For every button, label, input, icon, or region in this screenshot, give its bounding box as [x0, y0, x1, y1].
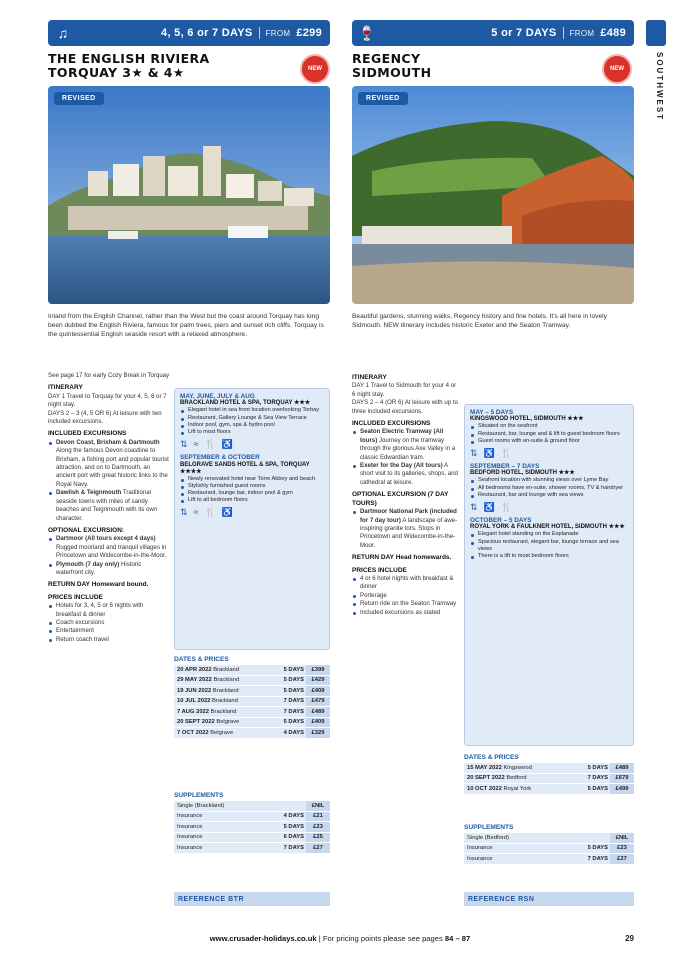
- optional-heading: OPTIONAL EXCURSION:: [48, 526, 125, 534]
- revised-tag: REVISED: [54, 92, 104, 105]
- hotel: Belgrave: [210, 729, 234, 736]
- list-item: Return ride on the Seaton Tramway: [352, 600, 458, 608]
- hotel-features: [180, 476, 324, 505]
- torquay-column: [48, 20, 330, 339]
- lift-icon: ⇅: [180, 507, 188, 518]
- hotel-features: [470, 423, 628, 445]
- included-list: [352, 428, 458, 487]
- new-badge: NEW: [300, 54, 330, 84]
- days: 5 DAYS: [587, 845, 608, 852]
- day-1: DAY 1 Travel to Sidmouth for your 4 or 6 night stay.: [352, 382, 457, 398]
- from-label: FROM: [265, 28, 291, 38]
- website-link[interactable]: www.crusader-holidays.co.uk: [209, 934, 317, 943]
- excursion-name: Dawlish & Teignmouth: [56, 489, 122, 497]
- price: £409: [306, 718, 330, 728]
- price: £23: [610, 844, 634, 854]
- date: 15 MAY 2022: [467, 764, 502, 771]
- price: £429: [306, 676, 330, 686]
- table-row: [174, 822, 330, 833]
- hotel: Kingswood: [503, 764, 532, 771]
- price: £23: [306, 822, 330, 832]
- day-1: DAY 1 Travel to Torquay for your 4, 5, 6 or 7 night stay.: [48, 392, 167, 409]
- days: 5 DAYS: [283, 719, 304, 726]
- days: 4 DAYS: [283, 729, 304, 736]
- list-item: Hotels for 3, 4, 5 or 6 nights with breakfast & dinner: [48, 602, 170, 619]
- hotel-name: BRACKLAND HOTEL & SPA, TORQUAY ★★★: [180, 400, 311, 407]
- hotel-dates: MAY, JUNE, JULY & AUG: [180, 393, 255, 400]
- days: 7 DAYS: [283, 698, 304, 705]
- list-item: [352, 462, 458, 487]
- included-heading: INCLUDED EXCURSIONS: [352, 420, 431, 428]
- table-row: [464, 763, 634, 774]
- date: 20 SEPT 2022: [177, 719, 215, 726]
- label: Single (Bedford): [467, 834, 509, 841]
- prices-include-list: [48, 602, 170, 644]
- sidmouth-column: [352, 20, 634, 330]
- list-item: Restaurant, lounge bar, indoor pool & gym: [180, 490, 324, 497]
- hotel-dates: OCTOBER – 5 DAYS: [470, 517, 532, 525]
- hotel: Brackland: [212, 687, 239, 694]
- table-row: [174, 801, 330, 812]
- table-row: [174, 665, 330, 676]
- date: 7 OCT 2022: [177, 729, 209, 736]
- list-item: Return coach travel: [48, 636, 170, 644]
- hotel: Belgrave: [216, 719, 240, 726]
- label: Insurance: [467, 855, 493, 862]
- return-day: RETURN DAY Head homewards.: [352, 554, 452, 562]
- list-item: Spacious restaurant, elegant bar, lounge terrace and sea views: [470, 539, 628, 553]
- optional-list: [352, 508, 458, 550]
- label: Insurance: [177, 834, 203, 841]
- excursion-text: Historic waterfront city.: [56, 560, 142, 576]
- hotel-features: [180, 407, 324, 436]
- price: £25: [306, 833, 330, 843]
- footer-pages: 84 – 87: [444, 934, 471, 943]
- days: 7 DAYS: [283, 844, 304, 851]
- list-item: Indoor pool, gym, spa & hydro pool: [180, 422, 324, 429]
- dining-icon: 🍴: [500, 448, 512, 459]
- price: £489: [306, 707, 330, 717]
- facility-icons: [470, 448, 628, 459]
- dining-icon: 🍴: [204, 439, 216, 450]
- sidmouth-intro: Beautiful gardens, stunning walks, Regency history and fine hotels. It's all here in lovely Sidmouth. NEW itinerary includes historic Exeter and the Seaton Tramway.: [352, 313, 607, 329]
- price: £409: [306, 686, 330, 696]
- title-line-1: REGENCY: [352, 51, 421, 66]
- date: 20 APR 2022: [177, 666, 212, 673]
- label: Single (Brackland): [177, 802, 225, 809]
- label: Insurance: [177, 813, 203, 820]
- excursion-text: Journey on the tramway through the glorious Axe Valley in a classic Edwardian tram.: [360, 436, 456, 461]
- price: £479: [306, 697, 330, 707]
- list-item: [48, 535, 170, 560]
- torquay-hotels-box: [174, 388, 330, 650]
- days: 5 DAYS: [283, 687, 304, 694]
- excursion-text: A landscape of awe-inspiring granite tors. Stops in Princetown and Widecombe-in-the-Moor.: [360, 516, 458, 549]
- table-row: [174, 843, 330, 854]
- sidmouth-days: 5 or 7 DAYS: [491, 27, 557, 39]
- title-line-2: SIDMOUTH: [352, 65, 432, 80]
- optional-heading: OPTIONAL EXCURSION (7 DAY TOURS): [352, 491, 449, 507]
- date: 29 MAY 2022: [177, 677, 212, 684]
- table-row: [174, 812, 330, 823]
- footer-text: For pricing points please see pages: [322, 934, 443, 943]
- list-item: Elegant hotel in sea front location overlooking Torbay: [180, 407, 324, 414]
- days: 5 DAYS: [587, 764, 608, 771]
- excursion-name: Seaton Electric Tramway (All tours): [360, 428, 444, 444]
- days: 4 DAYS: [283, 813, 304, 820]
- torquay-itinerary: [48, 372, 170, 644]
- hotel-dates: MAY – 5 DAYS: [470, 409, 514, 416]
- lift-icon: ⇅: [470, 448, 478, 459]
- list-item: Newly renovated hotel near Torre Abbey and beach: [180, 476, 324, 483]
- table-row: [174, 718, 330, 729]
- torquay-header-bar: [48, 20, 330, 46]
- list-item: Porterage: [352, 592, 458, 600]
- hotel-name: BEDFORD HOTEL, SIDMOUTH ★★★: [470, 470, 575, 477]
- list-item: Restaurant, bar, lounge and & lift to guest bedroom floors: [470, 431, 628, 438]
- table-row: [174, 707, 330, 718]
- hotel: Brackland: [213, 677, 240, 684]
- table-row: [174, 728, 330, 739]
- price: £NIL: [610, 833, 634, 843]
- table-row: [464, 774, 634, 785]
- facility-icons: [180, 507, 324, 518]
- hotel: Brackland: [212, 698, 238, 705]
- from-label: FROM: [569, 28, 595, 38]
- date: 10 JUL 2022: [177, 698, 211, 705]
- dates-heading: DATES & PRICES: [174, 656, 229, 663]
- torquay-from-price: £299: [296, 27, 322, 39]
- torquay-harbour-image: [48, 86, 330, 304]
- price: £399: [306, 665, 330, 675]
- price: £27: [610, 854, 634, 864]
- torquay-reference: REFERENCE BTR: [174, 892, 330, 906]
- sidmouth-supplements: [464, 824, 634, 865]
- prices-include-heading: PRICES INCLUDE: [48, 593, 103, 601]
- goblet-icon: 🍷: [358, 24, 376, 41]
- sidmouth-coast-photo: [352, 86, 634, 304]
- days: 6 DAYS: [283, 834, 304, 841]
- list-item: Seafront location with stunning views over Lyme Bay: [470, 477, 628, 484]
- list-item: Entertainment: [48, 627, 170, 635]
- table-row: [174, 697, 330, 708]
- facility-icons: [180, 439, 324, 450]
- sidmouth-title: [352, 52, 592, 80]
- hotel-features: [470, 531, 628, 560]
- sidmouth-coast-image: [352, 86, 634, 304]
- pool-icon: ≈: [193, 507, 199, 518]
- list-item: Included excursions as stated: [352, 609, 458, 617]
- table-row: [464, 844, 634, 855]
- price: £21: [306, 812, 330, 822]
- torquay-title: [48, 52, 288, 80]
- wheelchair-icon: ♿: [221, 439, 233, 450]
- list-item: Situated on the seafront: [470, 423, 628, 430]
- days-2: DAYS 2 – 3 (4, 5 OR 6) At leisure with two included excursions.: [48, 409, 162, 426]
- sidmouth-reference: REFERENCE RSN: [464, 892, 634, 906]
- itinerary-heading: ITINERARY: [352, 374, 387, 381]
- table-row: [464, 854, 634, 865]
- days: 7 DAYS: [283, 708, 304, 715]
- label: Insurance: [467, 845, 493, 852]
- list-item: Guest rooms with en-suite & ground floor: [470, 438, 628, 445]
- list-item: Stylishly furnished guest rooms: [180, 483, 324, 490]
- torquay-days: 4, 5, 6 or 7 DAYS: [161, 27, 253, 39]
- days: 5 DAYS: [587, 785, 608, 792]
- sidmouth-header-bar: [352, 20, 634, 46]
- list-item: [352, 428, 458, 462]
- list-item: [48, 489, 170, 523]
- excursion-name: Exeter for the Day (All tours): [360, 462, 443, 470]
- date: 10 OCT 2022: [467, 785, 502, 792]
- price: £489: [610, 763, 634, 773]
- included-heading: INCLUDED EXCURSIONS: [48, 430, 127, 438]
- hotel-dates: SEPTEMBER – 7 DAYS: [470, 463, 540, 471]
- hotel: Bedford: [506, 775, 527, 782]
- list-item: [352, 508, 458, 550]
- supplements-heading: SUPPLEMENTS: [174, 792, 224, 799]
- excursion-name: Dartmoor (All tours except 4 days): [56, 535, 156, 543]
- torquay-intro: Inland from the English Channel, rather than the West but the coast around Torquay has long been dubbed the English Riviera, famous for palm trees, piers and sunset rich cliffs. Torquay is the quintessential English seaside resort with a relaxed atmosphere.: [48, 313, 324, 338]
- price: £499: [610, 784, 634, 794]
- included-list: [48, 439, 170, 523]
- list-item: Lift to all bedroom floors: [180, 497, 324, 504]
- days: 5 DAYS: [283, 677, 304, 684]
- hotel-features: [470, 477, 628, 499]
- list-item: There is a lift to most bedroom floors: [470, 553, 628, 560]
- date: 7 AUG 2022: [177, 708, 210, 715]
- date: 20 SEPT 2022: [467, 775, 505, 782]
- music-note-icon: ♫: [57, 25, 69, 41]
- optional-list: [48, 535, 170, 577]
- page-footer: [0, 934, 680, 943]
- prices-include-list: [352, 575, 458, 617]
- table-row: [464, 784, 634, 795]
- pool-icon: ≈: [193, 439, 199, 450]
- footer-separator: |: [318, 934, 323, 943]
- list-item: Coach excursions: [48, 619, 170, 627]
- list-item: Lift to most floors: [180, 429, 324, 436]
- list-item: [48, 439, 170, 489]
- list-item: [48, 561, 170, 578]
- list-item: Restaurant, Gallery Lounge & Sea View Terrace: [180, 415, 324, 422]
- price: £329: [306, 728, 330, 738]
- return-day: RETURN DAY Homeward bound.: [48, 581, 149, 589]
- lift-icon: ⇅: [180, 439, 188, 450]
- revised-tag: REVISED: [358, 92, 408, 105]
- sidmouth-itinerary: [352, 370, 458, 617]
- list-item: All bedrooms have en-suite, shower rooms, TV & hairdryer: [470, 485, 628, 492]
- excursion-name: Plymouth (7 day only): [56, 560, 120, 568]
- price: £27: [306, 843, 330, 853]
- supplements-heading: SUPPLEMENTS: [464, 824, 514, 831]
- torquay-supplements: [174, 792, 330, 854]
- hotel-name: ROYAL YORK & FAULKNER HOTEL, SIDMOUTH ★★★: [470, 524, 625, 531]
- excursion-text: Rugged moorland and tranquil villages in Princetown and Widecombe-in-the-Moor.: [56, 543, 167, 560]
- table-row: [464, 833, 634, 844]
- section-label: SOUTHWEST: [655, 52, 664, 122]
- torquay-harbour-photo: [48, 86, 330, 304]
- price: £NIL: [306, 801, 330, 811]
- days: 7 DAYS: [587, 775, 608, 782]
- days: 5 DAYS: [283, 823, 304, 830]
- list-item: Restaurant, bar and lounge with sea views: [470, 492, 628, 499]
- excursion-text: Along the famous Devon coastline to Brixham, a fishing port and popular tourist attraction, and on to Dartmouth, an ancient port with great historic links to the Royal Navy.: [56, 447, 169, 488]
- divider: [259, 27, 260, 39]
- table-row: [174, 833, 330, 844]
- prices-include-heading: PRICES INCLUDE: [352, 566, 407, 574]
- section-tab: [646, 20, 666, 46]
- excursion-text: A short visit to its galleries, shops, and cathedral at leisure.: [360, 462, 458, 486]
- sidmouth-hotels-box: [464, 404, 634, 746]
- lift-icon: ⇅: [470, 502, 478, 513]
- hotel-name: KINGSWOOD HOTEL, SIDMOUTH ★★★: [470, 416, 584, 423]
- torquay-dates-table: [174, 656, 330, 739]
- page-number: 29: [625, 934, 634, 943]
- dates-heading: DATES & PRICES: [464, 754, 519, 761]
- dining-icon: 🍴: [204, 507, 216, 518]
- excursion-name: Dartmoor National Park (included for 7 day tour): [360, 508, 457, 524]
- days: 5 DAYS: [283, 666, 304, 673]
- days-2: DAYS 2 – 4 (OR 6) At leisure with up to three included excursions.: [352, 399, 458, 415]
- wheelchair-icon: ♿: [483, 502, 495, 513]
- hotel: Royal York: [503, 785, 532, 792]
- hotel-dates: SEPTEMBER & OCTOBER: [180, 454, 260, 462]
- price: £679: [610, 774, 634, 784]
- list-item: 4 or 6 hotel nights with breakfast & dinner: [352, 575, 458, 592]
- title-line-2: TORQUAY 3★ & 4★: [48, 65, 185, 80]
- facility-icons: [470, 502, 628, 513]
- days: 7 DAYS: [587, 855, 608, 862]
- date: 19 JUN 2022: [177, 687, 212, 694]
- divider: [563, 27, 564, 39]
- excursion-name: Devon Coast, Brixham & Dartmouth: [56, 438, 160, 446]
- list-item: Elegant hotel standing on the Esplanade: [470, 531, 628, 538]
- dining-icon: 🍴: [500, 502, 512, 513]
- label: Insurance: [177, 844, 203, 851]
- hotel: Brackland: [213, 666, 239, 673]
- sidmouth-from-price: £489: [600, 27, 626, 39]
- early-break-note: See page 17 for early Cozy Break in Torquay: [48, 372, 170, 379]
- hotel: Brackland: [210, 708, 237, 715]
- new-badge: NEW: [602, 54, 632, 84]
- excursion-text: Traditional seaside towns with miles of sandy beaches and Teignmouth with its own character.: [56, 489, 158, 522]
- sidmouth-dates-table: [464, 754, 634, 795]
- table-row: [174, 686, 330, 697]
- table-row: [174, 676, 330, 687]
- title-line-1: THE ENGLISH RIVIERA: [48, 51, 210, 66]
- itinerary-heading: ITINERARY: [48, 384, 83, 392]
- hotel-name: BELGRAVE SANDS HOTEL & SPA, TORQUAY ★★★★: [180, 461, 310, 475]
- wheelchair-icon: ♿: [483, 448, 495, 459]
- wheelchair-icon: ♿: [221, 507, 233, 518]
- label: Insurance: [177, 823, 203, 830]
